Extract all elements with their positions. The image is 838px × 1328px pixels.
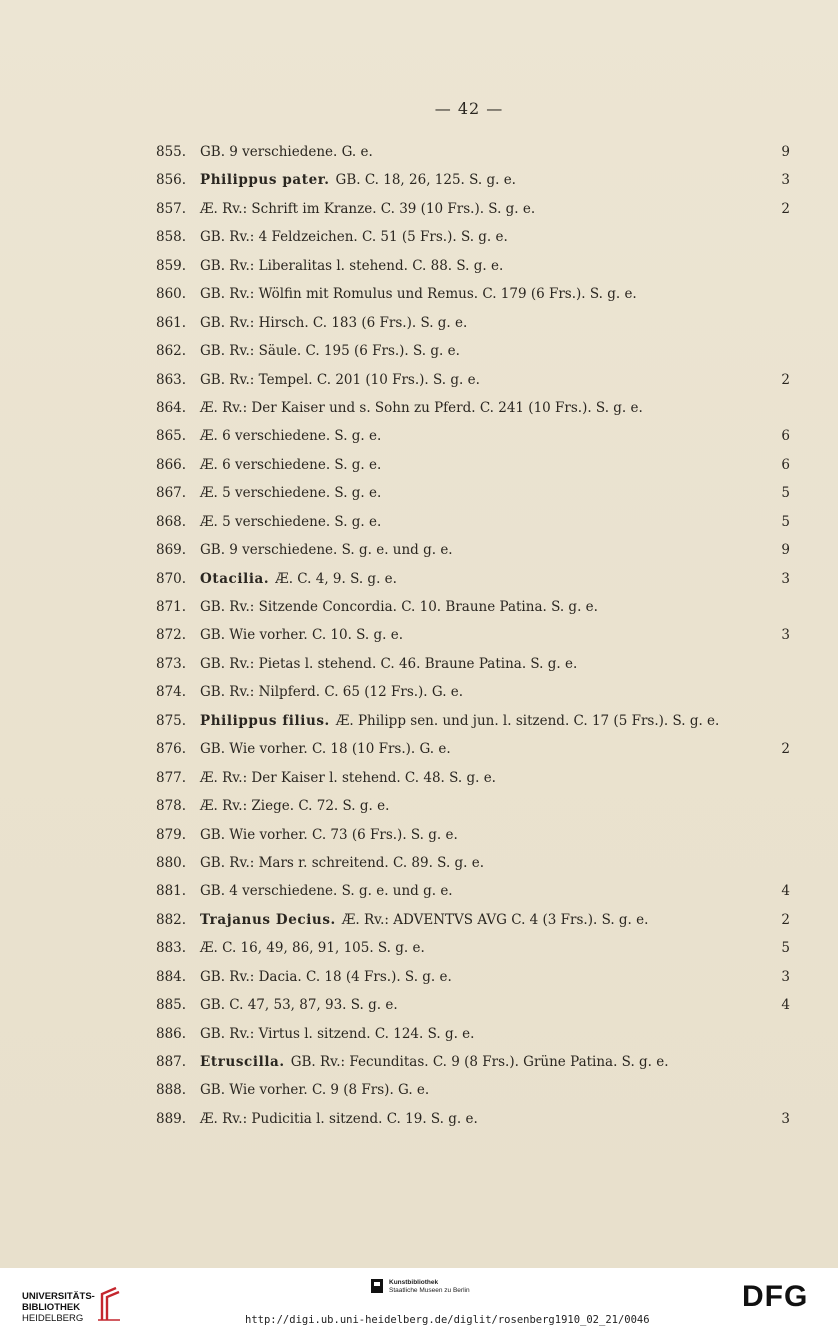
kunstbibliothek-line2: Staatliche Museen zu Berlin [389, 1287, 470, 1294]
entry-description [200, 934, 786, 962]
entry-description [200, 849, 786, 877]
entry-text: Æ. C. 16, 49, 86, 91, 105. S. g. e. [200, 940, 425, 957]
entry-description [200, 906, 786, 934]
entry-description [200, 764, 786, 792]
catalogue-entry [0, 707, 838, 735]
entry-description [200, 565, 786, 593]
entry-description [200, 963, 786, 991]
catalogue-entry [0, 451, 838, 479]
catalogue-entry [0, 138, 838, 166]
catalogue-entry [0, 849, 838, 877]
entry-text: GB. 9 verschiedene. G. e. [200, 144, 373, 160]
entry-description [200, 138, 786, 166]
entry-number: 860. [156, 286, 187, 303]
entry-number: 874. [156, 684, 187, 701]
catalogue-entry [0, 166, 838, 194]
entry-quantity: 2 [781, 911, 790, 928]
entry-number: 875. [156, 712, 187, 729]
entry-quantity: 6 [781, 456, 790, 473]
entry-text: Æ. Philipp sen. und jun. l. sitzend. C. 17 (5 Frs.). S. g. e. [335, 712, 720, 729]
kunstbibliothek-logo-icon [370, 1278, 384, 1294]
entry-text: GB. Rv.: 4 Feldzeichen. C. 51 (5 Frs.). S. g. e. [200, 229, 508, 246]
entry-description [200, 792, 786, 820]
entry-number: 872. [156, 627, 187, 644]
entry-description [200, 593, 786, 621]
kunstbibliothek-line1: Kunstbibliothek [389, 1279, 439, 1286]
entry-quantity: 6 [781, 428, 790, 445]
entry-number: 856. [156, 172, 187, 189]
entry-quantity: 4 [781, 997, 790, 1014]
catalogue-entry [0, 906, 838, 934]
entry-number: 857. [156, 200, 187, 217]
catalogue-entry [0, 735, 838, 763]
catalogue-entry [0, 422, 838, 450]
catalogue-entry [0, 479, 838, 507]
entry-number: 878. [156, 798, 187, 815]
catalogue-entry [0, 621, 838, 649]
entry-description [200, 252, 786, 280]
entry-description [200, 394, 786, 422]
entry-description [200, 195, 786, 223]
catalogue-entry [0, 792, 838, 820]
entry-quantity: 9 [781, 144, 790, 160]
entry-number: 886. [156, 1025, 187, 1042]
entry-text: GB. Rv.: Sitzende Concordia. C. 10. Braune Patina. S. g. e. [200, 599, 598, 615]
entry-text: GB. Wie vorher. C. 18 (10 Frs.). G. e. [200, 741, 451, 758]
entry-quantity: 5 [781, 513, 790, 530]
entry-quantity: 3 [781, 968, 790, 985]
entry-quantity: 3 [781, 1110, 790, 1127]
entry-number: 867. [156, 485, 187, 502]
catalogue-entry [0, 650, 838, 678]
entry-quantity: 5 [781, 485, 790, 502]
catalogue-entry [0, 764, 838, 792]
entry-text: GB. Rv.: Säule. C. 195 (6 Frs.). S. g. e. [200, 343, 460, 360]
entry-number: 861. [156, 314, 187, 331]
entry-text: GB. Rv.: Hirsch. C. 183 (6 Frs.). S. g. e. [200, 314, 468, 331]
entry-number: 883. [156, 940, 187, 957]
entry-description [200, 337, 786, 365]
entry-text: GB. Rv.: Pietas l. stehend. C. 46. Braune Patina. S. g. e. [200, 655, 578, 672]
catalogue-entry [0, 991, 838, 1019]
entry-text: GB. Rv.: Liberalitas l. stehend. C. 88. S. g. e. [200, 257, 504, 274]
library-name [22, 1291, 95, 1324]
entry-description [200, 1020, 786, 1048]
entry-number: 866. [156, 456, 187, 473]
emperor-name: Trajanus Decius. [200, 911, 336, 928]
entry-text: Æ. 5 verschiedene. S. g. e. [200, 485, 382, 502]
catalogue-entry [0, 934, 838, 962]
entry-number: 869. [156, 542, 187, 559]
catalogue-entry [0, 366, 838, 394]
entry-number: 889. [156, 1110, 187, 1127]
entry-text: Æ. Rv.: Pudicitia l. sitzend. C. 19. S. g. e. [200, 1110, 478, 1127]
catalogue-entry [0, 280, 838, 308]
entry-number: 873. [156, 655, 187, 672]
entry-text: Æ. Rv.: Der Kaiser l. stehend. C. 48. S. g. e. [200, 769, 496, 786]
entry-text: GB. Wie vorher. C. 9 (8 Frs). G. e. [200, 1082, 430, 1099]
entry-text: GB. Rv.: Fecunditas. C. 9 (8 Frs.). Grüne Patina. S. g. e. [290, 1054, 669, 1070]
page-number: — 42 — [434, 99, 504, 118]
library-name-line2: BIBLIOTHEK [22, 1302, 81, 1313]
entry-number: 868. [156, 513, 187, 530]
entry-number: 864. [156, 399, 187, 416]
entry-text: Æ. Rv.: Der Kaiser und s. Sohn zu Pferd. C. 241 (10 Frs.). S. g. e. [200, 399, 643, 416]
entry-number: 880. [156, 854, 187, 871]
entry-text: Æ. C. 4, 9. S. g. e. [275, 570, 397, 587]
entry-quantity: 9 [781, 542, 790, 559]
permalink-url[interactable]: http://digi.ub.uni-heidelberg.de/diglit/rosenberg1910_02_21/0046 [245, 1314, 650, 1326]
entry-description [200, 223, 786, 251]
catalogue-entry [0, 195, 838, 223]
entry-text: GB. 9 verschiedene. S. g. e. und g. e. [200, 542, 453, 559]
entry-quantity: 2 [781, 371, 790, 388]
entry-text: GB. Rv.: Wölfin mit Romulus und Remus. C. 179 (6 Frs.). S. g. e. [200, 286, 637, 303]
library-name-line3: HEIDELBERG [22, 1313, 84, 1324]
dfg-logo[interactable]: DFG [742, 1280, 809, 1313]
entry-text: Æ. 6 verschiedene. S. g. e. [200, 456, 382, 473]
catalogue-entries [0, 138, 838, 1133]
entry-text: GB. Rv.: Mars r. schreitend. C. 89. S. g. e. [200, 854, 485, 871]
entry-description [200, 366, 786, 394]
entry-number: 879. [156, 826, 187, 843]
entry-number: 884. [156, 968, 187, 985]
catalogue-entry [0, 508, 838, 536]
emperor-name: Philippus pater. [200, 172, 330, 189]
library-name-line1: UNIVERSITÄTS- [22, 1291, 95, 1302]
entry-number: 855. [156, 144, 187, 160]
entry-description [200, 422, 786, 450]
kunstbibliothek-label[interactable] [389, 1279, 470, 1295]
catalogue-entry [0, 593, 838, 621]
entry-number: 871. [156, 599, 187, 615]
catalogue-entry [0, 1105, 838, 1133]
entry-quantity: 5 [781, 940, 790, 957]
entry-number: 887. [156, 1054, 187, 1070]
entry-number: 877. [156, 769, 187, 786]
entry-text: GB. C. 18, 26, 125. S. g. e. [335, 172, 516, 189]
viewer-footer [0, 1268, 838, 1328]
entry-description [200, 280, 786, 308]
entry-quantity: 3 [781, 172, 790, 189]
catalogue-entry [0, 1020, 838, 1048]
catalogue-entry [0, 821, 838, 849]
entry-number: 876. [156, 741, 187, 758]
entry-quantity: 3 [781, 627, 790, 644]
entry-description [200, 707, 786, 735]
catalogue-entry [0, 1076, 838, 1104]
entry-description [200, 1105, 786, 1133]
entry-description [200, 650, 786, 678]
entry-text: Æ. 5 verschiedene. S. g. e. [200, 513, 382, 530]
catalogue-entry [0, 1048, 838, 1076]
entry-description [200, 166, 786, 194]
catalogue-entry [0, 394, 838, 422]
entry-description [200, 621, 786, 649]
entry-description [200, 991, 786, 1019]
entry-text: Æ. 6 verschiedene. S. g. e. [200, 428, 382, 445]
entry-description [200, 821, 786, 849]
entry-description [200, 678, 786, 706]
entry-number: 862. [156, 343, 187, 360]
catalogue-entry [0, 565, 838, 593]
entry-text: Æ. Rv.: Schrift im Kranze. C. 39 (10 Frs.). S. g. e. [200, 200, 536, 217]
entry-number: 885. [156, 997, 187, 1014]
entry-text: GB. Rv.: Tempel. C. 201 (10 Frs.). S. g. e. [200, 371, 480, 388]
catalogue-entry [0, 223, 838, 251]
catalogue-entry [0, 337, 838, 365]
entry-description [200, 1048, 786, 1076]
emperor-name: Otacilia. [200, 570, 270, 587]
entry-description [200, 735, 786, 763]
catalogue-entry [0, 309, 838, 337]
entry-text: GB. Wie vorher. C. 73 (6 Frs.). S. g. e. [200, 826, 458, 843]
entry-quantity: 3 [781, 570, 790, 587]
entry-number: 882. [156, 911, 187, 928]
entry-number: 859. [156, 257, 187, 274]
catalogue-entry [0, 536, 838, 564]
entry-description [200, 479, 786, 507]
entry-text: GB. Wie vorher. C. 10. S. g. e. [200, 627, 404, 644]
entry-quantity: 2 [781, 741, 790, 758]
entry-number: 881. [156, 883, 187, 900]
library-emblem-icon [94, 1284, 124, 1324]
entry-number: 870. [156, 570, 187, 587]
entry-text: GB. 4 verschiedene. S. g. e. und g. e. [200, 883, 453, 900]
catalogue-entry [0, 678, 838, 706]
entry-text: Æ. Rv.: ADVENTVS AVG C. 4 (3 Frs.). S. g. e. [341, 911, 649, 928]
entry-description [200, 451, 786, 479]
entry-text: GB. C. 47, 53, 87, 93. S. g. e. [200, 997, 398, 1014]
entry-description [200, 309, 786, 337]
entry-text: GB. Rv.: Virtus l. sitzend. C. 124. S. g. e. [200, 1025, 475, 1042]
catalogue-entry [0, 877, 838, 905]
entry-description [200, 877, 786, 905]
entry-description [200, 1076, 786, 1104]
entry-number: 888. [156, 1082, 187, 1099]
heidelberg-library-logo[interactable] [10, 1278, 120, 1322]
entry-number: 863. [156, 371, 187, 388]
entry-number: 865. [156, 428, 187, 445]
catalogue-entry [0, 252, 838, 280]
catalogue-entry [0, 963, 838, 991]
emperor-name: Etruscilla. [200, 1054, 285, 1070]
entry-quantity: 2 [781, 200, 790, 217]
entry-description [200, 508, 786, 536]
entry-number: 858. [156, 229, 187, 246]
emperor-name: Philippus filius. [200, 712, 330, 729]
entry-text: GB. Rv.: Dacia. C. 18 (4 Frs.). S. g. e. [200, 968, 452, 985]
entry-quantity: 4 [781, 883, 790, 900]
entry-description [200, 536, 786, 564]
entry-text: GB. Rv.: Nilpferd. C. 65 (12 Frs.). G. e. [200, 684, 464, 701]
entry-text: Æ. Rv.: Ziege. C. 72. S. g. e. [200, 798, 390, 815]
